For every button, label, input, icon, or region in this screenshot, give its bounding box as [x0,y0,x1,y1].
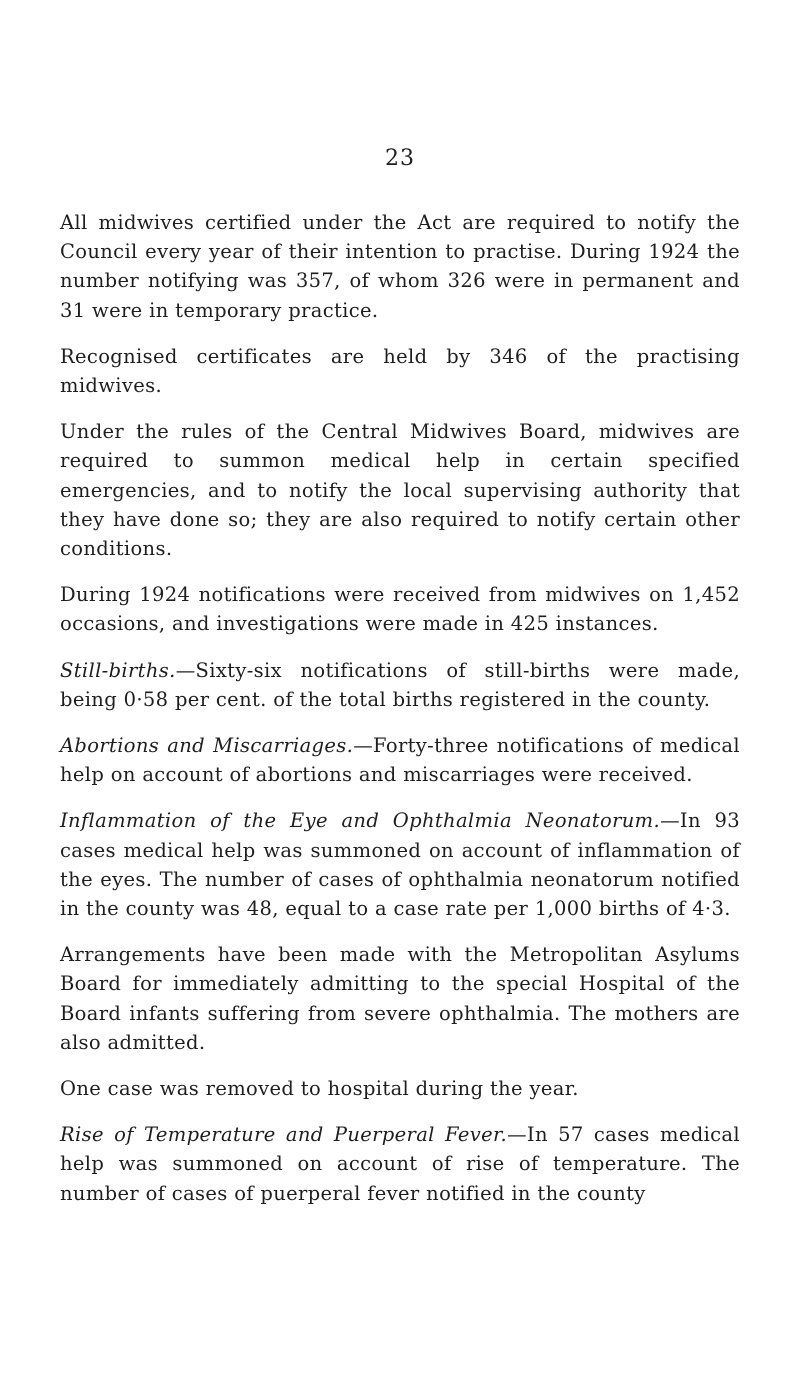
paragraph-recognised-certificates [60,342,740,400]
section-heading-abortions-miscarriages: Abortions and Miscarriages. [60,734,354,758]
paragraph-hospital-removal [60,1074,740,1103]
paragraph-text: One case was removed to hospital during the year. [60,1077,579,1101]
paragraph-still-births [60,656,740,714]
section-heading-ophthalmia-neonatorum: Inflammation of the Eye and Ophthalmia Neonatorum. [60,809,661,833]
paragraph-puerperal-fever [60,1120,740,1208]
body-text [60,208,740,1225]
paragraph-text: During 1924 notifications were received from midwives on 1,452 occasions, and investigations were made in 425 instances. [60,583,740,636]
paragraph-ophthalmia-neonatorum [60,806,740,923]
paragraph-text: —In 57 cases medical help was summoned on account of rise of temperature. The number of cases of puerperal fever notified in the county [60,1123,740,1205]
paragraph-text: —Sixty-six notifications of still-births were made, being 0·58 per cent. of the total births registered in the county. [60,658,740,711]
paragraph-metropolitan-asylums-board [60,940,740,1057]
section-heading-still-births: Still-births. [60,658,176,682]
paragraph-notifications-received [60,580,740,638]
paragraph-text: Arrangements have been made with the Metropolitan Asylums Board for immediately admitting to the special Hospital of the Board infants suffering from severe ophthalmia. The mothers are also admitted. [60,943,740,1054]
paragraph-text: All midwives certified under the Act are required to notify the Council every year of their intention to practise. During 1924 the number notifying was 357, of whom 326 were in permanent and 31 were in temporary practice. [60,211,740,322]
paragraph-midwives-certified [60,208,740,325]
paragraph-text: —Forty-three notifications of medical help on account of abortions and miscarriages were received. [60,734,740,787]
paragraph-central-midwives-board-rules [60,417,740,563]
paragraph-abortions-miscarriages [60,731,740,789]
paragraph-text: —In 93 cases medical help was summoned on account of inflammation of the eyes. The number of cases of ophthalmia neonatorum notified in the county was 48, equal to a case rate per 1,000 births of 4·3. [60,809,740,921]
page-number: 23 [385,146,415,171]
paragraph-text: Recognised certificates are held by 346 of the practising midwives. [60,344,740,398]
paragraph-text: Under the rules of the Central Midwives Board, midwives are required to summon medical help in certain specified emergencies, and to notify the local supervising authority that they have done so; they are also required to notify certain other conditions. [60,420,740,561]
section-heading-puerperal-fever: Rise of Temperature and Puerperal Fever. [60,1123,508,1147]
